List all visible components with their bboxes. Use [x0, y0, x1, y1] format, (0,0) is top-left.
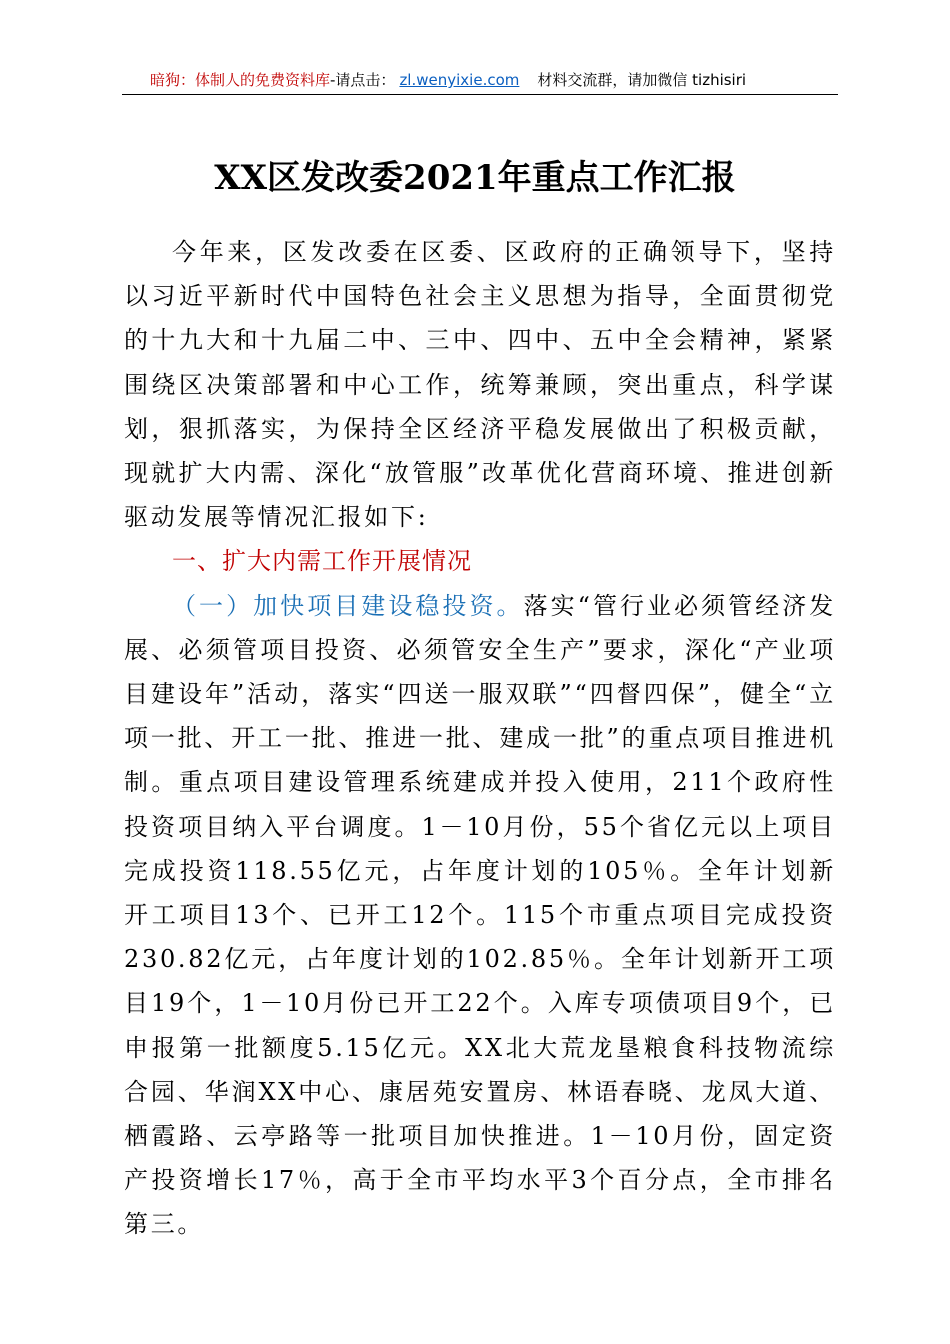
intro-paragraph: 今年来，区发改委在区委、区政府的正确领导下，坚持以习近平新时代中国特色社会主义思想为指导，全面贯彻党的十九大和十九届二中、三中、四中、五中全会精神，紧紧围绕区决策部署和中心工作，统筹兼顾，突出重点，科学谋划，狠抓落实，为保持全区经济平稳发展做出了积极贡献，现就扩大内需、深化“放管服”改革优化营商环境、推进创新驱动发展等情况汇报如下:	[124, 238, 836, 532]
document-title: XX区发改委2021年重点工作汇报	[214, 158, 736, 198]
header-wechat-note: 材料交流群，请加微信 tizhisiri	[537, 71, 747, 89]
header-click-text: -请点击：	[330, 71, 396, 89]
section-1-heading: 一、扩大内需工作开展情况	[172, 547, 472, 576]
subsection-1-heading: （一）加快项目建设稳投资。	[172, 591, 524, 620]
document-body	[124, 230, 836, 1247]
subsection-1-paragraph	[124, 584, 836, 1247]
page-header	[122, 66, 838, 95]
header-brand: 暗狗：体制人的免费资料库	[150, 71, 331, 89]
subsection-1-text: 落实“管行业必须管经济发展、必须管项目投资、必须管安全生产”要求，深化“产业项目建设年”活动，落实“四送一服双联”“四督四保”，健全“立项一批、开工一批、推进一批、建成一批”的重点项目推进机制。重点项目建设管理系统建成并投入使用，211个政府性投资项目纳入平台调度。1－10月份，55个省亿元以上项目完成投资118.55亿元，占年度计划的105％。全年计划新开工项目13个、已开工12个。115个市重点项目完成投资230.82亿元，占年度计划的102.85％。全年计划新开工项目19个，1－10月份已开工22个。入库专项债项目9个，已申报第一批额度5.15亿元。XX北大荒龙垦粮食科技物流综合园、华润XX中心、康居苑安置房、林语春晓、龙凤大道、栖霞路、云亭路等一批项目加快推进。1－10月份，固定资产投资增长17％，高于全市平均水平3个百分点，全市排名第三。	[124, 591, 836, 1239]
header-link[interactable]: zl.wenyixie.com	[399, 71, 520, 89]
